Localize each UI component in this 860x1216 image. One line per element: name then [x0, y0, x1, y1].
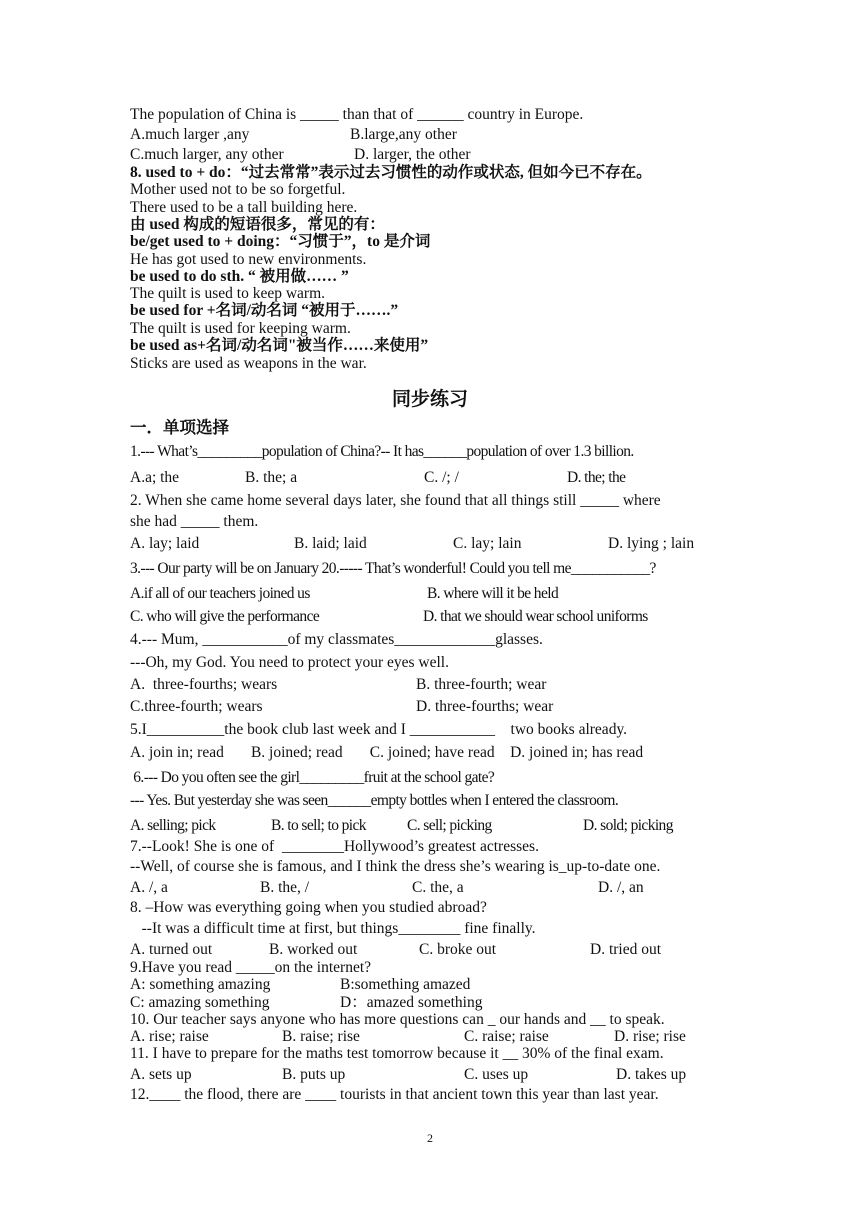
q3-option-d: D. that we should wear school uniforms: [423, 608, 648, 625]
q4-option-b: B. three-fourth; wear: [416, 676, 547, 693]
intro-option-b: B.large,any other: [350, 126, 457, 143]
q10-option-a: A. rise; raise: [130, 1028, 209, 1045]
grammar-heading-8: 8. used to + do：“过去常常”表示过去习惯性的动作或状态, 但如今已不存在。: [130, 164, 652, 181]
q9-option-c: C: amazing something: [130, 994, 270, 1011]
q4-option-c: C.three-fourth; wears: [130, 698, 263, 715]
q2-option-c: C. lay; lain: [453, 535, 522, 552]
q7-option-a: A. /, a: [130, 879, 168, 896]
question-6-line-1: 6.--- Do you often see the girl_________fruit at the school gate?: [130, 769, 495, 786]
question-4-line-2: ---Oh, my God. You need to protect your eyes well.: [130, 654, 449, 671]
q8-option-d: D. tried out: [590, 941, 662, 958]
q9-option-d: D：amazed something: [340, 994, 483, 1011]
page-number: 2: [427, 1131, 433, 1145]
q11-option-b: B. puts up: [282, 1066, 346, 1083]
phrase-2-example: The quilt is used to keep warm.: [130, 285, 325, 302]
phrase-4: be used as+名词/动名词"被当作……来使用”: [130, 337, 429, 354]
phrases-heading: 由 used 构成的短语很多，常见的有：: [130, 216, 385, 233]
q6-option-a: A. selling; pick: [130, 817, 216, 834]
question-7-line-2: --Well, of course she is famous, and I think the dress she’s wearing is_up-to-date one.: [130, 858, 661, 875]
q4-option-a: A. three-fourths; wears: [130, 676, 278, 693]
question-12: 12.____ the flood, there are ____ tourists in that ancient town this year than last year.: [130, 1086, 659, 1103]
q5-options: A. join in; read B. joined; read C. joined; have read D. joined in; has read: [130, 744, 644, 761]
question-8-line-1: 8. –How was everything going when you studied abroad?: [130, 899, 487, 916]
q2-option-d: D. lying ; lain: [608, 535, 695, 552]
intro-option-d: D. larger, the other: [354, 146, 471, 163]
question-3: 3.--- Our party will be on January 20.----- That’s wonderful! Could you tell me___________?: [130, 560, 656, 577]
question-1: 1.--- What’s_________population of China?-- It has______population of over 1.3 billion.: [130, 443, 634, 460]
question-10: 10. Our teacher says anyone who has more questions can _ our hands and __ to speak.: [130, 1011, 665, 1028]
q6-option-d: D. sold; picking: [583, 817, 673, 834]
phrase-3-example: The quilt is used for keeping warm.: [130, 320, 351, 337]
grammar-example-1: Mother used not to be so forgetful.: [130, 181, 346, 198]
question-2-line-2: she had _____ them.: [130, 513, 259, 530]
question-9: 9.Have you read _____on the internet?: [130, 959, 372, 976]
phrase-1: be/get used to + doing：“习惯于”，to 是介词: [130, 233, 431, 250]
question-5: 5.I__________the book club last week and I ___________ two books already.: [130, 721, 628, 738]
phrase-3: be used for +名词/动名词 “被用于…….”: [130, 302, 399, 319]
q8-option-b: B. worked out: [269, 941, 358, 958]
intro-option-a: A.much larger ,any: [130, 126, 250, 143]
question-4-line-1: 4.--- Mum, ___________of my classmates_____________glasses.: [130, 631, 543, 648]
q1-option-c: C. /; /: [424, 469, 459, 486]
question-11: 11. I have to prepare for the maths test tomorrow because it __ 30% of the final exam.: [130, 1045, 664, 1062]
q3-option-a: A.if all of our teachers joined us: [130, 585, 310, 602]
q10-option-d: D. rise; rise: [614, 1028, 686, 1045]
q3-option-c: C. who will give the performance: [130, 608, 320, 625]
question-2-line-1: 2. When she came home several days later, she found that all things still _____ where: [130, 492, 661, 509]
q10-option-b: B. raise; rise: [282, 1028, 360, 1045]
q1-option-b: B. the; a: [245, 469, 298, 486]
question-8-line-2: --It was a difficult time at first, but things________ fine finally.: [130, 920, 536, 937]
q9-option-b: B:something amazed: [340, 976, 471, 993]
part-title: 一．单项选择: [130, 418, 229, 437]
q11-option-a: A. sets up: [130, 1066, 192, 1083]
section-title: 同步练习: [391, 389, 468, 410]
q8-option-c: C. broke out: [419, 941, 497, 958]
q8-option-a: A. turned out: [130, 941, 213, 958]
q1-option-a: A.a; the: [130, 469, 180, 486]
q3-option-b: B. where will it be held: [427, 585, 559, 602]
q10-option-c: C. raise; raise: [464, 1028, 549, 1045]
q2-option-b: B. laid; laid: [294, 535, 367, 552]
phrase-2: be used to do sth. “ 被用做…… ”: [130, 268, 349, 285]
q4-option-d: D. three-fourths; wear: [416, 698, 554, 715]
question-7-line-1: 7.--Look! She is one of ________Hollywood’s greatest actresses.: [130, 838, 539, 855]
q7-option-b: B. the, /: [260, 879, 310, 896]
intro-question: The population of China is _____ than that of ______ country in Europe.: [130, 106, 584, 123]
phrase-4-example: Sticks are used as weapons in the war.: [130, 355, 367, 372]
phrase-1-example: He has got used to new environments.: [130, 251, 367, 268]
q6-option-c: C. sell; picking: [407, 817, 492, 834]
q11-option-d: D. takes up: [616, 1066, 687, 1083]
q9-option-a: A: something amazing: [130, 976, 271, 993]
q1-option-d: D. the; the: [567, 469, 626, 486]
q7-option-d: D. /, an: [598, 879, 644, 896]
grammar-example-2: There used to be a tall building here.: [130, 199, 358, 216]
q7-option-c: C. the, a: [412, 879, 464, 896]
q6-option-b: B. to sell; to pick: [271, 817, 366, 834]
q11-option-c: C. uses up: [464, 1066, 529, 1083]
question-6-line-2: --- Yes. But yesterday she was seen______empty bottles when I entered the classroom.: [130, 792, 619, 809]
intro-option-c: C.much larger, any other: [130, 146, 284, 163]
q2-option-a: A. lay; laid: [130, 535, 200, 552]
